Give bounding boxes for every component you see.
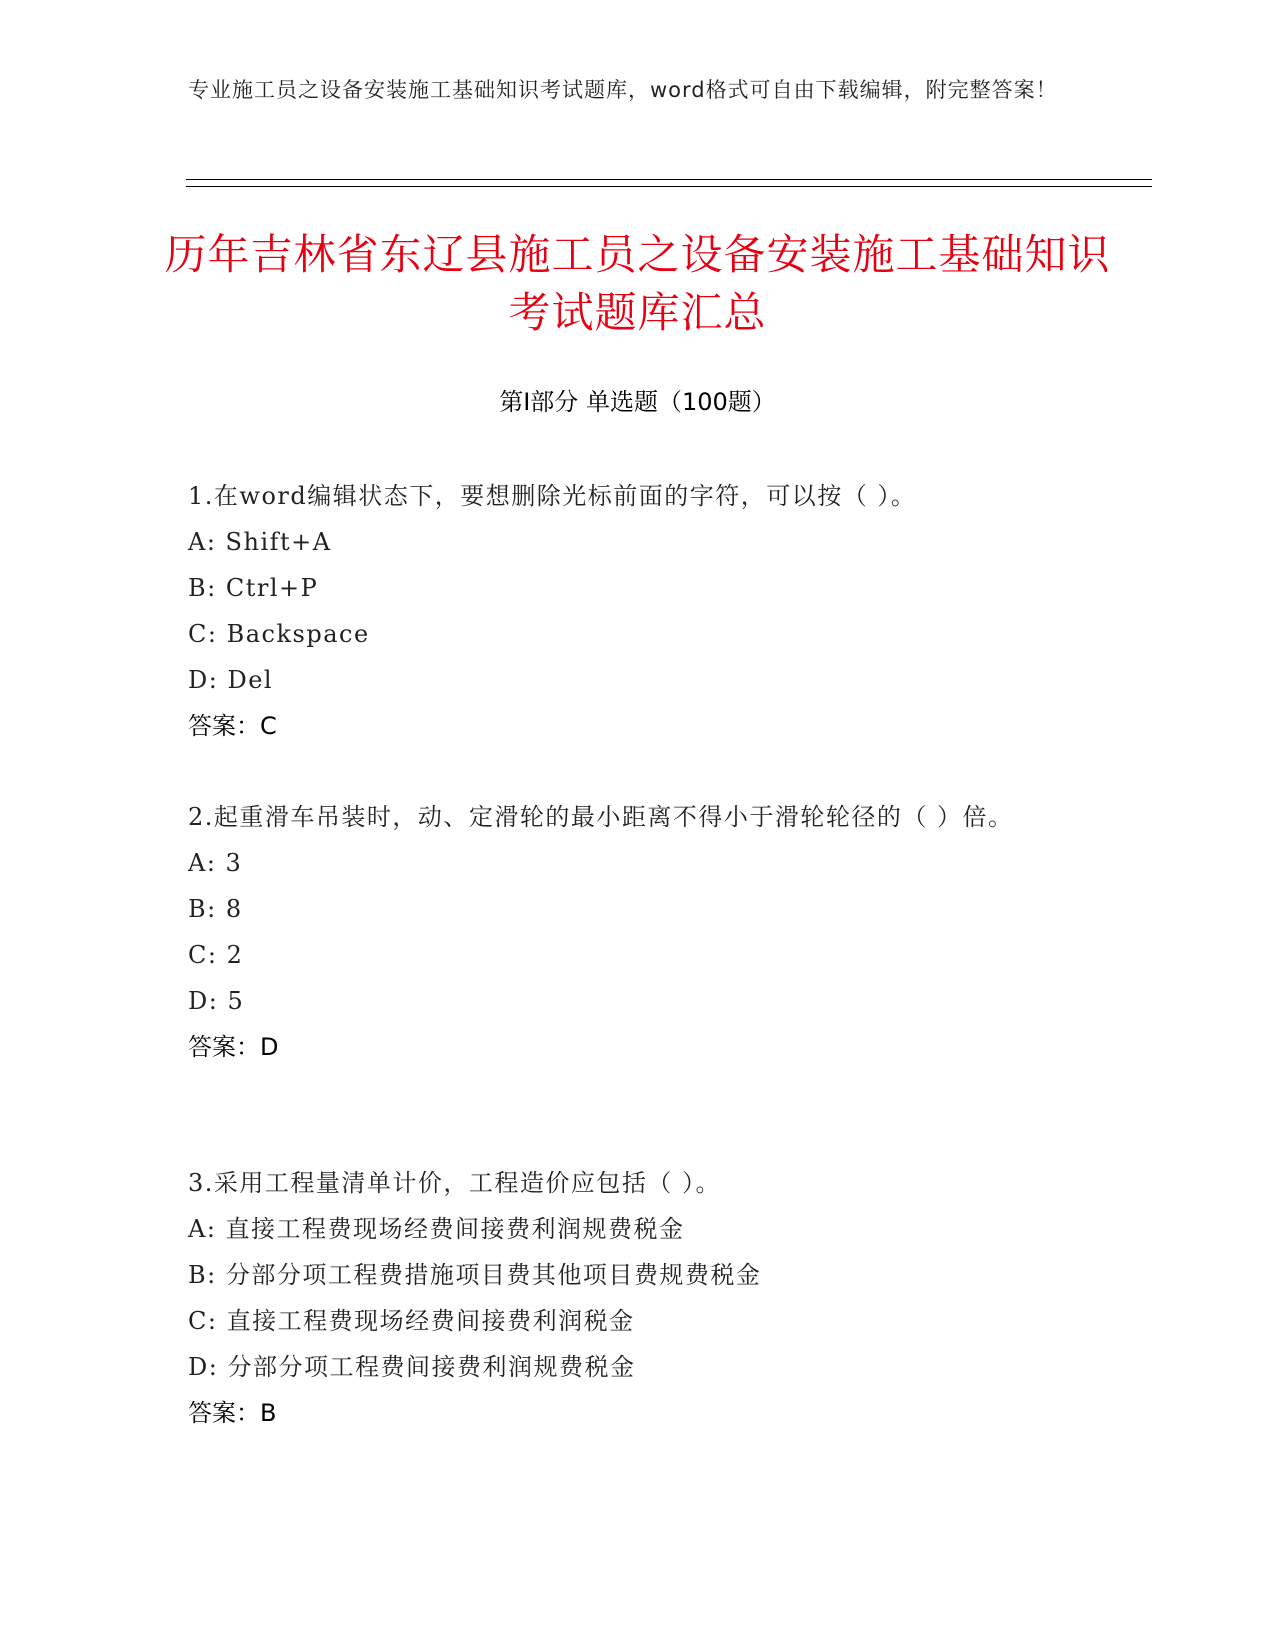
question-stem: 1.在word编辑状态下，要想删除光标前面的字符，可以按（ ）。 — [188, 482, 917, 510]
header-rule-top — [186, 179, 1152, 180]
document-title: 历年吉林省东辽县施工员之设备安装施工基础知识考试题库汇总 — [164, 230, 1111, 337]
question-1 — [188, 473, 1078, 749]
question-stem: 3.采用工程量清单计价，工程造价应包括（ ）。 — [188, 1169, 722, 1197]
option-d: D: 分部分项工程费间接费利润规费税金 — [188, 1353, 636, 1381]
option-b: B: 8 — [188, 895, 243, 923]
option-d: D: Del — [188, 666, 274, 694]
question-3 — [188, 1160, 1078, 1436]
option-c: C: 2 — [188, 941, 244, 969]
header-note: 专业施工员之设备安装施工基础知识考试题库，word格式可自由下载编辑，附完整答案！ — [188, 78, 1058, 102]
answer: 答案：C — [188, 712, 277, 740]
option-c: C: 直接工程费现场经费间接费利润税金 — [188, 1307, 635, 1335]
option-c: C: Backspace — [188, 620, 370, 648]
question-2 — [188, 794, 1078, 1070]
question-stem: 2.起重滑车吊装时，动、定滑轮的最小距离不得小于滑轮轮径的（ ）倍。 — [188, 803, 1014, 831]
option-a: A: 直接工程费现场经费间接费利润规费税金 — [188, 1215, 685, 1243]
section-heading: 第I部分 单选题（100题） — [499, 388, 776, 416]
option-d: D: 5 — [188, 987, 245, 1015]
option-b: B: 分部分项工程费措施项目费其他项目费规费税金 — [188, 1261, 762, 1289]
option-b: B: Ctrl+P — [188, 574, 319, 602]
option-a: A: 3 — [188, 849, 243, 877]
answer: 答案：D — [188, 1033, 279, 1061]
header-rule-bottom — [186, 186, 1152, 187]
answer: 答案：B — [188, 1399, 277, 1427]
option-a: A: Shift+A — [188, 528, 332, 556]
